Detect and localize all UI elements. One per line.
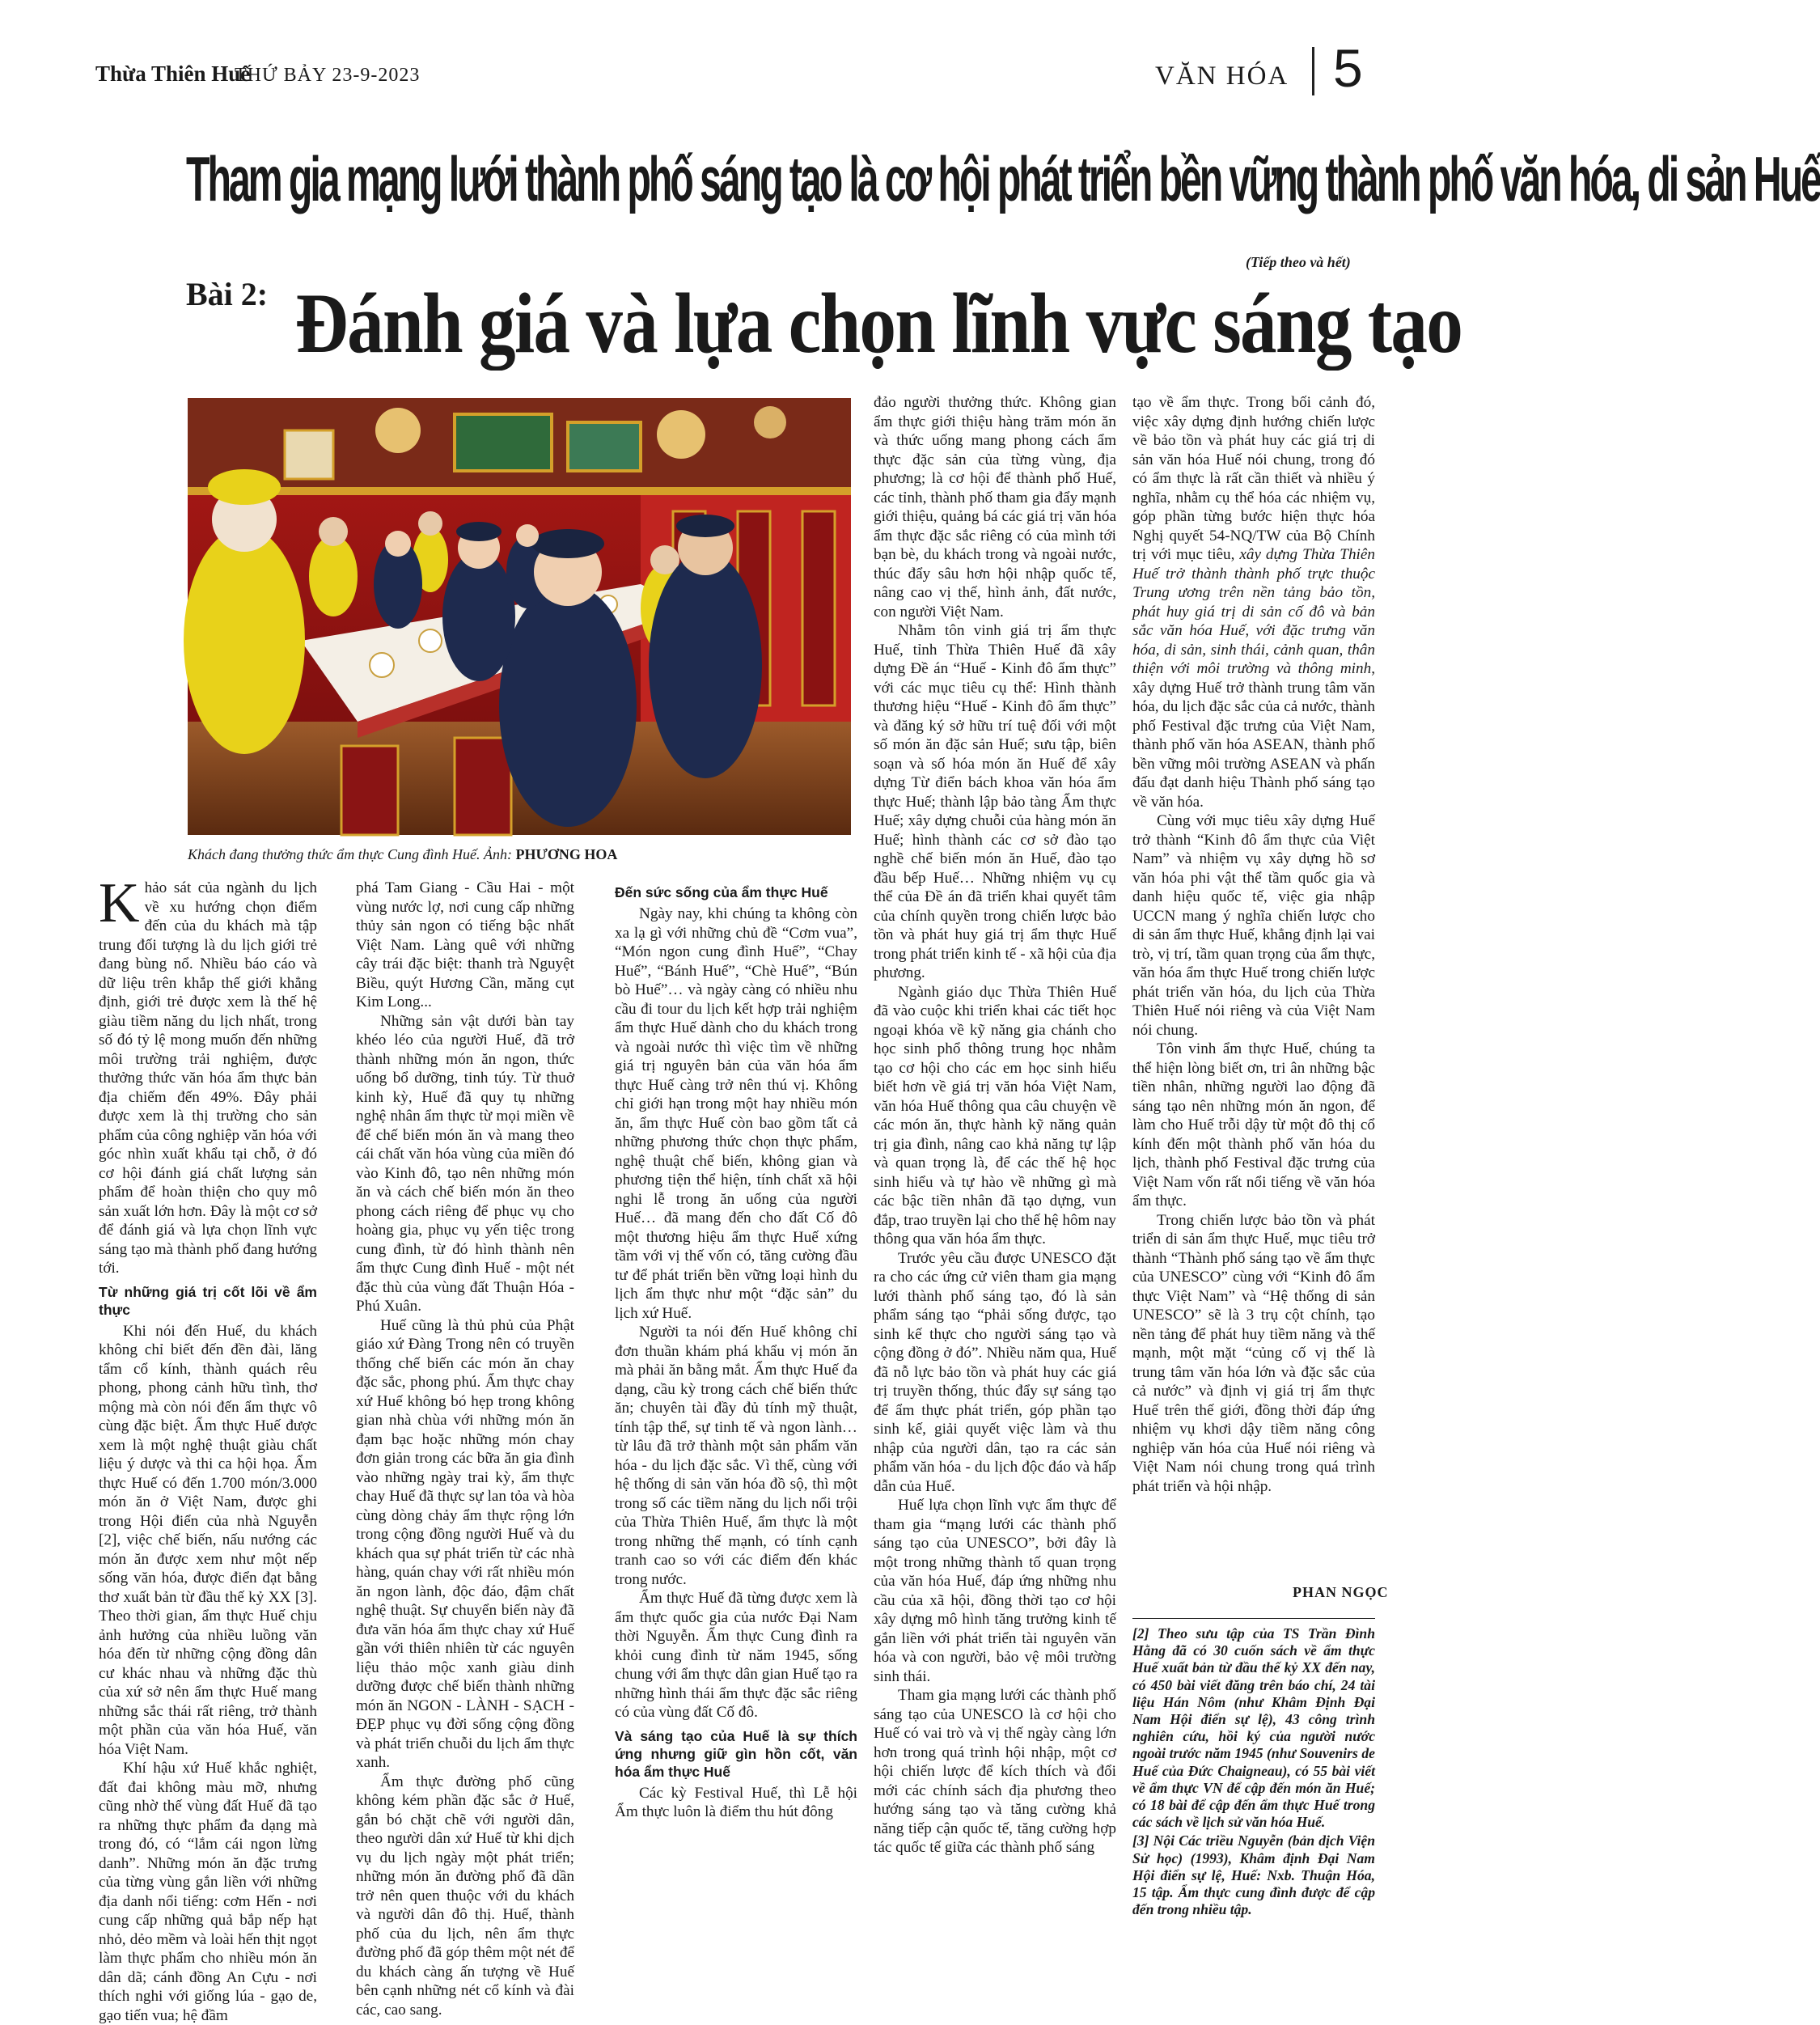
- part-label: Bài 2:: [186, 276, 269, 312]
- paragraph: Huế lựa chọn lĩnh vực ẩm thực để tham gia “mạng lưới các thành phố sáng tạo của UNESCO”, bởi đây là một trong những thành tố quan trọng của văn hóa Huế, đáp ứng những nhu cầu của xã hội, đồng thời tạo cơ hội xây dựng mô hình tăng trưởng kinh tế gắn liền với phát triển tài nguyên văn hóa và con người, bảo vệ môi trường sinh thái.: [874, 1497, 1116, 1685]
- section-heading-3: Và sáng tạo của Huế là sự thích ứng nhưng giữ gìn hồn cốt, văn hóa ẩm thực Huế: [615, 1727, 857, 1780]
- issue-date: THỨ BẢY 23-9-2023: [235, 65, 421, 86]
- paragraph: Ngày nay, khi chúng ta không còn xa lạ gì với những chủ đề “Cơm vua”, “Món ngon cung đình Huế”, “Chay Huế”, “Bánh Huế”, “Chè Huế”, “Bún bò Huế”… và ngày càng có nhiều nhu cầu đi tour du lịch kết hợp trải nghiệm ẩm thực Huế dành cho du khách trong và ngoài nước thì việc tìm về những giá trị nguyên bản của văn hóa ẩm thực Huế càng trở nên thú vị. Không chỉ giới hạn trong một hay nhiều món ăn, ẩm thực Huế còn bao gồm tất cả những phương thức chọn thực phẩm, nghệ thuật chế biến, không gian và phương tiện thể hiện, tính chất xã hội nghi lễ trong ăn uống của người Huế… đã mang đến cho đất Cố đô một thương hiệu ẩm thực Huế xứng tầm với vị thế vốn có, tăng cường đầu tư để phát triển bền vững loại hình du lịch ẩm thực như một “đặc sản” du lịch xứ Huế.: [615, 905, 857, 1322]
- paragraph: Tôn vinh ẩm thực Huế, chúng ta thể hiện lòng biết ơn, tri ân những bậc tiền nhân, những người lao động đã sáng tạo nên những món ăn ngon, để làm cho Huế trỗi dậy từ một đô thị cổ kính đến một thành phố văn hóa du lịch, thành phố Festival đặc trưng của Việt Nam vốn rất nổi tiếng về văn hóa ẩm thực.: [1132, 1040, 1375, 1209]
- newspaper-name: Thừa Thiên Huế: [95, 61, 251, 86]
- paragraph: Tham gia mạng lưới các thành phố sáng tạo của UNESCO là cơ hội cho Huế có vai trò và vị thế ngày càng lớn hơn trong quá trình hội nhập, một cơ hội chiến lược để kích thích và đổi mới các chính sách địa phương theo hướng sáng tạo và tăng cường khả năng tiếp cận quốc tế, tăng cường hợp tác quốc tế giữa các thành phố sáng: [874, 1687, 1116, 1856]
- paragraph: tạo về ẩm thực. Trong bối cảnh đó, việc xây dựng định hướng chiến lược về bảo tồn và phát huy các giá trị di sản văn hóa Huế nói chung, trong đó có ẩm thực là rất cần thiết và nhiều ý nghĩa, nhằm cụ thể hóa các nhiệm vụ, góp phần từng bước hiện thực hóa Nghị quyết 54-NQ/TW của Bộ Chính trị với mục tiêu, xây dựng Thừa Thiên Huế trở thành thành phố trực thuộc Trung ương trên nền tảng bảo tồn, phát huy giá trị di sản cố đô và bản sắc văn hóa Huế, với đặc trưng văn hóa, di sản, sinh thái, cảnh quan, thân thiện với môi trường và thông minh, xây dựng Huế trở thành trung tâm văn hóa, du lịch đặc sắc của cả nước, thành phố Festival đặc trưng của Việt Nam, thành phố văn hóa ASEAN, thành phố bền vững môi trường ASEAN và phấn đấu đạt danh hiệu Thành phố sáng tạo về văn hóa.: [1132, 394, 1376, 811]
- page-number: 5: [1333, 38, 1363, 98]
- paragraph: Ngành giáo dục Thừa Thiên Huế đã vào cuộc khi triển khai các tiết học ngoại khóa về kỹ năng gia chánh cho học sinh phổ thông trung học nhằm tạo cơ hội cho các em học sinh hiểu biết hơn về giá trị văn hóa Việt Nam, văn hóa Huế thông qua câu chuyện về các món ăn, thực hành kỹ năng quản trị gia đình, nâng cao khả năng tự lập và quan trọng là, để các thế hệ học sinh hiểu và tự hào về những gì mà các bậc tiền nhân đã tạo dựng, vun đắp, trao truyền lại cho thế hệ hôm nay thông qua văn hóa ẩm thực.: [874, 983, 1116, 1248]
- intro-paragraph: Khảo sát của ngành du lịch về xu hướng chọn điểm đến của du khách mà tập trung đối tượng là du lịch giới trẻ đang bùng nổ. Nhiều báo cáo và dữ liệu trên khắp thế giới khẳng định, giới trẻ được xem là thế hệ giàu tiềm năng du lịch nhất, trong số đó tỷ lệ mong muốn đến những môi trường trải nghiệm, được thưởng thức văn hóa ẩm thực bản địa chiếm đến 49%. Đây phải được xem là thị trường cho sản phẩm của công nghiệp văn hóa với góc nhìn xuất khẩu tại chỗ, ở đó cơ hội đánh giá chất lượng sản phẩm để hoàn thiện cho quy mô sản xuất lớn hơn. Đây là một cơ sở để đánh giá và lựa chọn lĩnh vực sáng tạo mà thành phố đang hướng tới.: [99, 872, 317, 1277]
- header-divider: [1312, 47, 1314, 95]
- article-column-2: [356, 879, 574, 2019]
- banquet-photo-illustration: [188, 398, 851, 835]
- article-column-4: [874, 393, 1116, 1858]
- article-column-1: [99, 872, 317, 2025]
- continuation-note: (Tiếp theo và hết): [1246, 254, 1351, 270]
- paragraph: Khí hậu xứ Huế khắc nghiệt, đất đai không màu mỡ, nhưng cũng nhờ thế vùng đất Huế đã tạo ra những thực phẩm đa dạng mà trong đó, có “lắm cái ngon lừng danh”. Những món ăn đặc trưng của từng vùng gắn liền với những địa danh nổi tiếng: cơm Hến - nơi cung cấp những quả bắp nếp hạt nhỏ, dẻo mềm và loài hến thịt ngọt làm thực phẩm cho nhiều món ăn dân dã; cánh đồng An Cựu - nơi thích nghi với giống lúa - gạo de, gạo tiến vua; hệ đầm: [99, 1760, 317, 2024]
- paragraph: Người ta nói đến Huế không chỉ đơn thuần khám phá khẩu vị món ăn mà phải ăn bằng mắt. Ẩm thực Huế đa dạng, cầu kỳ trong cách chế biến thức ăn; chuyên tài đầy đủ tính mỹ thuật, tính tập thể, sự tinh tế và ngon lành… từ lâu đã trở thành một sản phẩm văn hóa - du lịch đặc sắc. Vì thế, cùng với hệ thống di sản văn hóa đồ sộ, thì một trong số các tiềm năng du lịch nổi trội của Thừa Thiên Huế, ẩm thực là một trong những thế mạnh, có tính cạnh tranh cao so với các điểm đến khác trong nước.: [615, 1324, 857, 1588]
- paragraph: phá Tam Giang - Cầu Hai - một vùng nước lợ, nơi cung cấp những thủy sản ngon có tiếng bậc nhất Việt Nam. Làng quê với những cây trái đặc biệt: thanh trà Nguyệt Biều, quýt Hương Cần, măng cụt Kim Long...: [356, 879, 574, 1010]
- drop-cap: K: [99, 872, 140, 934]
- paragraph: Những sản vật dưới bàn tay khéo léo của người Huế, đã trở thành những món ăn ngon, thức uống bổ dưỡng, tinh túy. Từ thuở kinh kỳ, Huế đã quy tụ những nghệ nhân ẩm thực từ mọi miền về để chế biến món ăn và mang theo cái chất văn hóa vùng của miền đó vào Kinh đô, tạo nên những món ăn và cách chế biến món ăn theo phong cách riêng để phục vụ cho hoàng gia, phục vụ yến tiệc trong cung đình, từ đó hình thành nên ẩm thực Cung đình Huế - một nét đặc thù của vùng đất Thuận Hóa - Phú Xuân.: [356, 1012, 574, 1315]
- article-column-3: [615, 879, 857, 1822]
- paragraph: Cùng với mục tiêu xây dựng Huế trở thành “Kinh đô ẩm thực của Việt Nam” và nhiệm vụ xây dựng hồ sơ văn hóa phi vật thể tầm quốc gia và danh hiệu quốc tế, việc gia nhập UCCN mang ý nghĩa chiến lược cho di sản ẩm thực Huế, khẳng định lại vai trò, vị trí, tầm quan trọng của ẩm thực, văn hóa ẩm thực Huế trong chiến lược phát triển văn hóa, du lịch của Thừa Thiên Huế nói riêng và của Việt Nam nói chung.: [1132, 812, 1375, 1039]
- section-heading-1: Từ những giá trị cốt lõi về ẩm thực: [99, 1283, 317, 1318]
- footnotes: [1132, 1618, 1375, 1920]
- paragraph: Trong chiến lược bảo tồn và phát triển di sản ẩm thực Huế, mục tiêu trở thành “Thành phố sáng tạo về ẩm thực của UNESCO” cùng với “Kinh đô ẩm thực Việt Nam” và “Hệ thống di sản UNESCO” sẽ là 3 trụ cột chính, tạo nền tảng để phát huy tiềm năng và thế mạnh, một mặt “củng cố vị thế là trung tâm văn hóa lớn và đặc sắc của cả nước” và định vị giá trị ẩm thực Huế trên thế giới, đồng thời đáp ứng nhiệm vụ khơi dậy tiềm năng công nghiệp văn hóa của Huế nói riêng và Việt Nam nói chung trong quá trình phát triển và hội nhập.: [1132, 1211, 1375, 1495]
- photo-caption: [188, 846, 617, 863]
- footnote-2: [2] Theo sưu tập của TS Trần Đình Hằng đã có 30 cuốn sách về ẩm thực Huế xuất bản từ đầu thế kỷ XX đến nay, có 450 bài viết đăng trên báo chí, 24 tài liệu Hán Nôm (như Khâm Định Đại Nam Hội điển sự lệ), 43 công trình nghiên cứu, hồi ký của người nước ngoài trước năm 1945 (như Souvenirs de Huế của Đức Chaigneau), có 55 bài viết về ẩm thực VN để cập đến món ăn Huế; có 18 bài để cập đến ẩm thực Huế trong các sách về lịch sử văn hóa Huế.: [1132, 1625, 1375, 1831]
- section-heading-2: Đến sức sống của ẩm thực Huế: [615, 884, 828, 900]
- paragraph: Huế cũng là thủ phủ của Phật giáo xứ Đàng Trong nên có truyền thống chế biến các món ăn chay đặc sắc, phong phú. Ẩm thực chay xứ Huế không bó hẹp trong không gian nhà chùa với những món ăn đạm bạc hoặc những món chay đơn giản trong các bữa ăn gia đình vào những ngày trai kỳ, ẩm thực chay Huế đã thực sự lan tỏa và hòa cùng dòng chảy ẩm thực rộng lớn trong cộng đồng người Huế và du khách qua sự phát triển từ các nhà hàng, quán chay với rất nhiều món ăn ngon lành, độc đáo, đậm chất nghệ thuật. Sự chuyển biến này đã đưa văn hóa ẩm thực chay xứ Huế gần với thiên nhiên từ các nguyên liệu thảo mộc xanh giàu dinh dưỡng được chế biến thành những món ăn NGON - LÀNH - SẠCH - ĐẸP phục vụ đời sống cộng đồng và phát triển chuỗi du lịch ẩm thực xanh.: [356, 1316, 574, 1771]
- article-photo: [188, 398, 851, 835]
- paragraph: Ẩm thực đường phố cũng không kém phần đặc sắc ở Huế, gắn bó chặt chẽ với người dân, theo người dân xứ Huế từ khi dịch vụ du lịch ngày một phát triển; những món ăn đường phố đã dần trở nên quen thuộc với du khách và người dân đô thị. Huế, thành phố của du lịch, nên ẩm thực đường phố đã góp thêm một nét để du khách càng ấn tượng về Huế bên cạnh những nét cổ kính và đài các, cao sang.: [356, 1773, 574, 2019]
- article-title: Đánh giá và lựa chọn lĩnh vực sáng tạo: [295, 276, 1462, 371]
- paragraph: Các kỳ Festival Huế, thì Lễ hội Ẩm thực luôn là điểm thu hút đông: [615, 1784, 857, 1820]
- caption-text: Khách đang thưởng thức ẩm thực Cung đình Huế. Ảnh:: [188, 846, 513, 862]
- section-name: VĂN HÓA: [1155, 61, 1289, 91]
- paragraph: Khi nói đến Huế, du khách không chỉ biết đến đền đài, lăng tẩm cổ kính, thành quách rêu phong, phong cảnh hữu tình, thơ mộng mà còn nói đến ẩm thực vô cùng đặc biệt. Ẩm thực Huế được xem là một nghệ thuật giàu chất liệu ý dược và thi ca hội họa. Ẩm thực Huế có đến 1.700 món/3.000 món ăn ở Việt Nam, được ghi trong Hội điển của nhà Nguyễn [2], việc chế biến, nấu nướng các món ăn được xem như một nếp sống văn hóa, được điển đạt bằng thơ xuất bản từ đầu thế kỷ XX [3]. Theo thời gian, ẩm thực Huế chịu ảnh hưởng của nhiều luồng văn hóa đến từ những cộng đồng dân cư khác nhau và những đặc thù của xứ sở nên ẩm thực Huế mang những sắc thái rất riêng, trở thành một phần của văn hóa Huế, văn hóa Việt Nam.: [99, 1322, 317, 1758]
- resolution-quote: xây dựng Thừa Thiên Huế trở thành thành phố trực thuộc Trung ương trên nền tảng bảo tồn, phát huy giá trị di sản cố đô và bản sắc văn hóa Huế, với đặc trưng văn hóa, di sản, sinh thái, cảnh quan, thân thiện với môi trường và thông minh: [1132, 546, 1376, 677]
- series-title: Tham gia mạng lưới thành phố sáng tạo là cơ hội phát triển bền vững thành phố văn hóa, di sản Huế: [186, 143, 1820, 214]
- paragraph: Trước yêu cầu được UNESCO đặt ra cho các ứng cử viên tham gia mạng lưới thành phố sáng tạo, đó là sản phẩm sáng tạo “phải sống được, tạo sinh kế thực cho người sáng tạo và cộng đồng ở đó”. Nhiều năm qua, Huế đã nỗ lực bảo tồn và phát huy các giá trị truyền thống, thúc đẩy sự sáng tạo để ẩm thực phát triển, góp phần tạo sinh kế, giải quyết việc làm và thu nhập của người dân, tạo ra các sản phẩm văn hóa - du lịch độc đáo và hấp dẫn của Huế.: [874, 1249, 1116, 1495]
- article-column-5: [1132, 393, 1375, 1496]
- paragraph: đảo người thưởng thức. Không gian ẩm thực giới thiệu hàng trăm món ăn và thức uống mang phong cách ẩm thực đặc sản của từng vùng, địa phương; là cơ hội để thành phố Huế, các tỉnh, thành phố tham gia đẩy mạnh giới thiệu, quảng bá các giá trị văn hóa ẩm thực đặc sắc riêng có của mình tới bạn bè, du khách trong và ngoài nước, thúc đẩy sâu hơn hội nhập quốc tế, nâng cao vị thế, hình ảnh, đất nước, con người Việt Nam.: [874, 394, 1116, 621]
- footnote-3: [3] Nội Các triều Nguyễn (bản dịch Viện Sử học) (1993), Khâm định Đại Nam Hội điển sự lệ, Huế: Nxb. Thuận Hóa, 15 tập. Ẩm thực cung đình được để cập đến trong nhiều tập.: [1132, 1832, 1375, 1918]
- paragraph: Ẩm thực Huế đã từng được xem là ẩm thực quốc gia của nước Đại Nam thời Nguyễn. Ẩm thực Cung đình ra khỏi cung đình từ năm 1945, sống chung với ẩm thực dân gian Huế tạo ra những hình thái ẩm thực đặc sắc riêng có của vùng đất Cố đô.: [615, 1590, 857, 1721]
- author-byline: PHAN NGỌC: [1293, 1584, 1389, 1600]
- paragraph: Nhằm tôn vinh giá trị ẩm thực Huế, tỉnh Thừa Thiên Huế đã xây dựng Đề án “Huế - Kinh đô ẩm thực” với các mục tiêu cụ thể: Hình thành thương hiệu “Huế - Kinh đô ẩm thực” và đăng ký sở hữu trí tuệ đối với một số món ăn đặc sản Huế; sưu tập, biên soạn và số hóa món ăn Huế để xây dựng Từ điển bách khoa văn hóa ẩm thực Huế; thành lập bảo tàng Ẩm thực Huế; xây dựng chuỗi của hàng món ăn Huế; hình thành các cơ sở đào tạo nghề chế biến món ăn Huế, đào tạo đầu bếp Huế… Những nhiệm vụ cụ thể của Đề án đã triển khai quyết tâm của chính quyền trong chiến lược bảo tồn và phát huy giá trị ẩm thực Huế trong phát triển kinh tế - xã hội của địa phương.: [874, 622, 1116, 981]
- photo-credit: PHƯƠNG HOA: [515, 846, 618, 862]
